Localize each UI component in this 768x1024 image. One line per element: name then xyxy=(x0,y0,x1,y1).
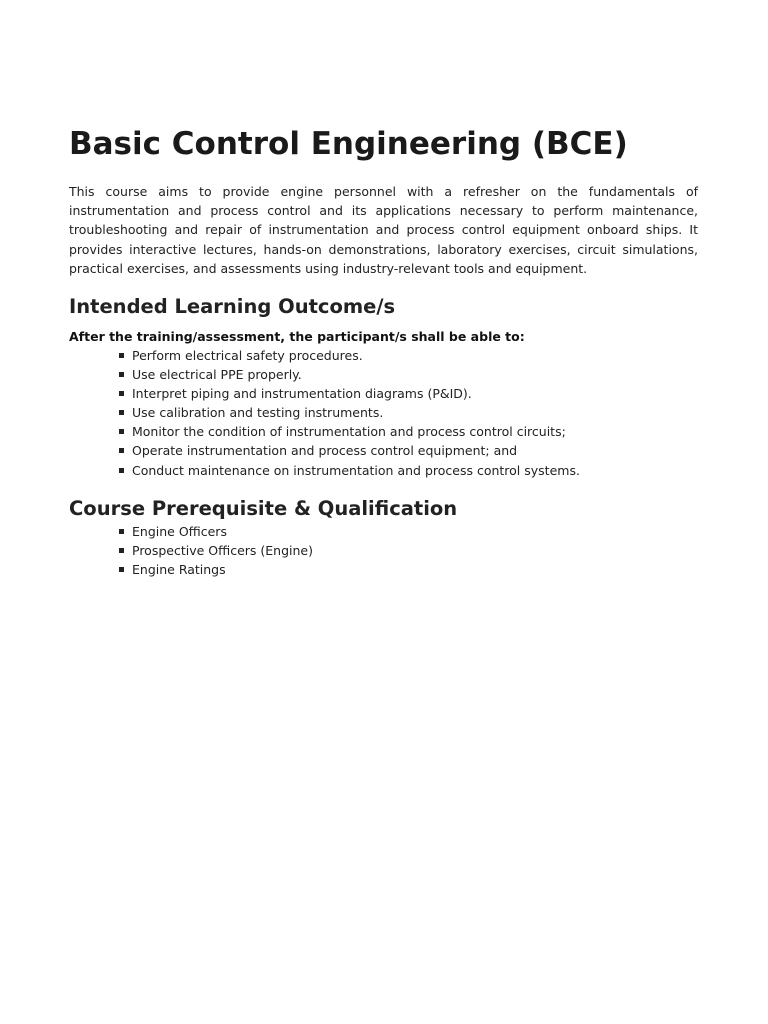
list-item-text: Operate instrumentation and process control equipment; and xyxy=(132,443,518,459)
square-bullet-icon xyxy=(119,410,124,415)
square-bullet-icon xyxy=(119,353,124,358)
list-item xyxy=(117,403,698,422)
prerequisites-list xyxy=(69,522,698,579)
list-item-text: Perform electrical safety procedures. xyxy=(132,348,363,364)
list-item-text: Use electrical PPE properly. xyxy=(132,367,302,383)
page-title: Basic Control Engineering (BCE) xyxy=(69,126,628,162)
list-item xyxy=(117,461,698,480)
list-item-text: Engine Officers xyxy=(132,523,227,539)
list-item-text: Monitor the condition of instrumentation and process control circuits; xyxy=(132,424,566,440)
list-item xyxy=(117,541,698,560)
square-bullet-icon xyxy=(119,567,124,572)
list-item-text: Conduct maintenance on instrumentation and process control systems. xyxy=(132,462,580,478)
square-bullet-icon xyxy=(119,548,124,553)
list-item-text: Interpret piping and instrumentation diagrams (P&ID). xyxy=(132,386,472,402)
square-bullet-icon xyxy=(119,372,124,377)
list-item xyxy=(117,522,698,541)
document-page xyxy=(69,124,698,579)
square-bullet-icon xyxy=(119,429,124,434)
list-item xyxy=(117,346,698,365)
list-item xyxy=(117,384,698,403)
list-item xyxy=(117,422,698,441)
square-bullet-icon xyxy=(119,529,124,534)
outcomes-heading: Intended Learning Outcome/s xyxy=(69,295,396,319)
square-bullet-icon xyxy=(119,468,124,473)
prerequisites-heading: Course Prerequisite & Qualification xyxy=(69,496,458,520)
outcomes-lead: After the training/assessment, the participant/s shall be able to: xyxy=(69,329,525,345)
square-bullet-icon xyxy=(119,391,124,396)
square-bullet-icon xyxy=(119,448,124,453)
list-item xyxy=(117,365,698,384)
course-description: This course aims to provide engine personnel with a refresher on the fundamentals of instrumentation and process control and its applications necessary to perform maintenance, troubleshooting and repair of instrumentation and process control equipment onboard ships. It provides interactive lectures, hands-on demonstrations, laboratory exercises, circuit simulations, practical exercises, and assessments using industry-relevant tools and equipment. xyxy=(69,184,698,276)
list-item xyxy=(117,560,698,579)
list-item-text: Engine Ratings xyxy=(132,561,226,577)
list-item-text: Prospective Officers (Engine) xyxy=(132,542,313,558)
list-item-text: Use calibration and testing instruments. xyxy=(132,405,384,421)
outcomes-list xyxy=(69,346,698,480)
list-item xyxy=(117,441,698,460)
